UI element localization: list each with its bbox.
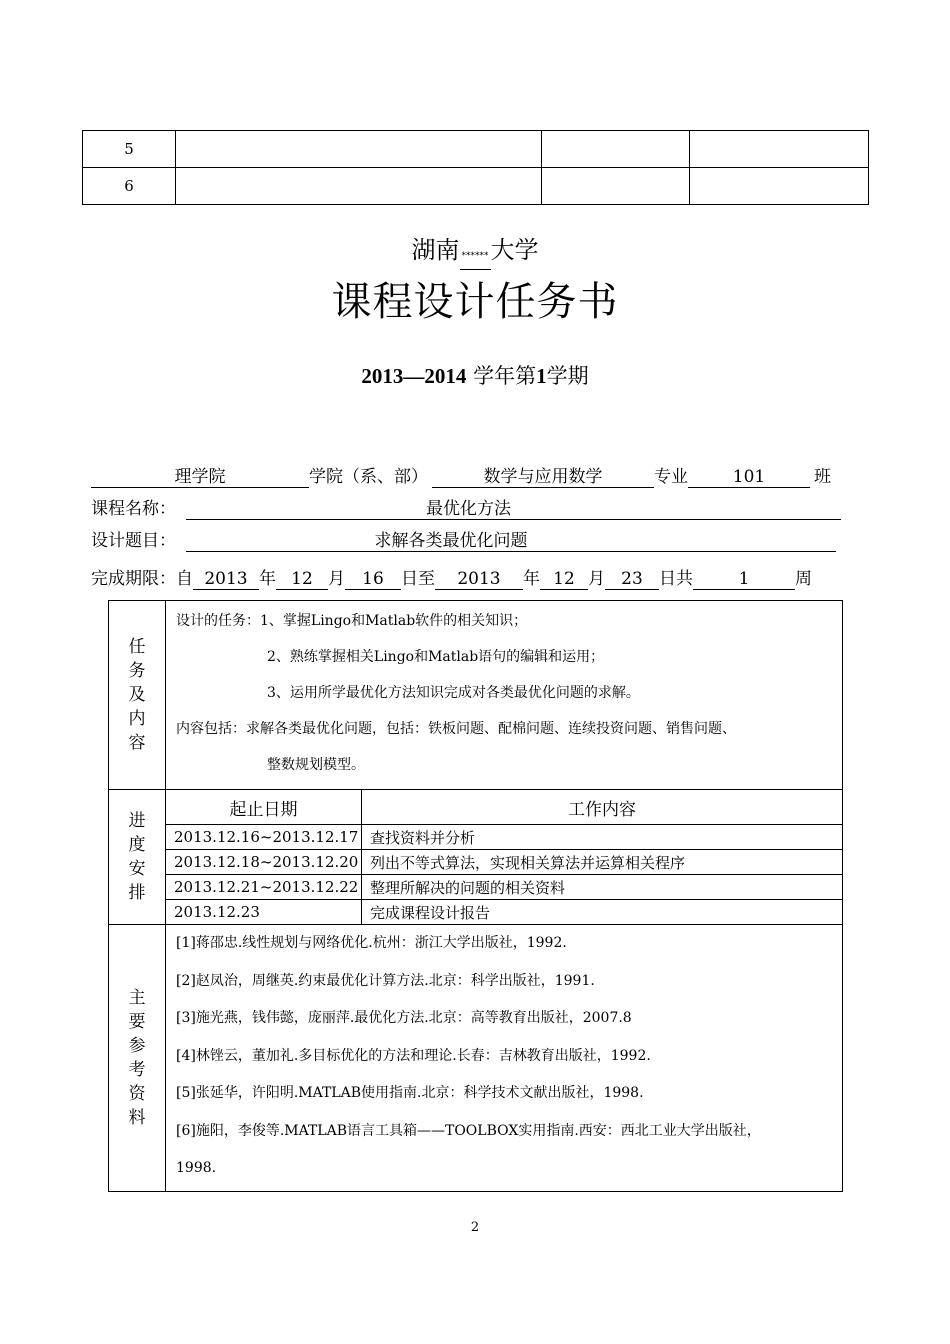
row-number: 6 — [83, 168, 176, 205]
table-row: 2013.12.16~2013.12.17 查找资料并分析 — [109, 825, 843, 850]
university-stars: ****** — [460, 243, 491, 270]
table-row: 2013.12.23 完成课程设计报告 — [109, 900, 843, 925]
end-year-field: 2013 — [435, 569, 523, 590]
period-row: 完成期限：自 2013 年 12 月 16 日至 2013 年 12 月 23 日共 1 周 — [91, 569, 812, 589]
page-title: 课程设计任务书 — [331, 279, 619, 325]
end-day-field: 23 — [605, 569, 659, 590]
start-month-field: 12 — [276, 569, 328, 590]
row-number: 5 — [83, 131, 176, 168]
tasks-label: 任 务 及 内 容 — [109, 601, 166, 790]
list-item: [6]施阳，李俊等.MATLAB语言工具箱——TOOLBOX实用指南.西安：西北工业大学出版社， — [176, 1122, 761, 1139]
table-row: 2013.12.21~2013.12.22 整理所解决的问题的相关资料 — [109, 875, 843, 900]
topic-row: 设计题目： 求解各类最优化问题 — [91, 526, 851, 552]
col-work-header: 工作内容 — [362, 790, 843, 825]
list-item: [1]蒋邵忠.线性规划与网络优化.杭州：浙江大学出版社，1992. — [176, 935, 567, 951]
col-date-header: 起止日期 — [166, 790, 362, 825]
tasks-content: 设计的任务：1、掌握Lingo和Matlab软件的相关知识； 2、熟练掌握相关Lingo和Matlab语句的编辑和运用； 3、运用所学最优化方法知识完成对各类最优化问题的求解。 内容包括：求解各类最优化问题，包括：铁板问题、配棉问题、连续投资问题、销售问题、 整数规划模型。 — [166, 601, 843, 790]
list-item: [2]赵凤治，周继英.约束最优化计算方法.北京：科学出版社，1991. — [176, 972, 595, 989]
topic-field: 求解各类最优化问题 — [186, 526, 836, 552]
term-line: 2013—2014 学年第1学期 — [361, 364, 589, 388]
end-month-field: 12 — [540, 569, 588, 590]
class-field: 101 — [688, 467, 810, 488]
list-item: [3]施光燕，钱伟懿，庞丽萍.最优化方法.北京：高等教育出版社，2007.8 — [176, 1010, 632, 1026]
list-item: [5]张延华，许阳明.MATLAB使用指南.北京：科学技术文献出版社，1998. — [176, 1085, 644, 1101]
course-row: 课程名称： 最优化方法 — [91, 494, 851, 520]
top-table — [82, 130, 869, 205]
college-field: 理学院 — [91, 462, 309, 488]
schedule-header — [109, 790, 843, 825]
references-section — [109, 925, 843, 1192]
start-day-field: 16 — [345, 569, 401, 590]
references-content — [166, 925, 843, 1192]
task-table — [108, 600, 843, 1192]
weeks-field: 1 — [693, 569, 795, 590]
page-number: 2 — [470, 1220, 480, 1235]
course-field: 最优化方法 — [186, 494, 841, 520]
college-row: 理学院 学院（系、部） 数学与应用数学 专业 101 班 — [91, 462, 851, 488]
references-label: 主 要 参 考 资 料 — [109, 925, 166, 1192]
list-item: 1998. — [176, 1160, 217, 1176]
university-name: 湖南 ******大学 — [0, 230, 950, 270]
start-year-field: 2013 — [193, 569, 259, 590]
table-row — [83, 131, 869, 168]
table-row: 2013.12.18~2013.12.20 列出不等式算法，实现相关算法并运算相关程序 — [109, 850, 843, 875]
table-row — [83, 168, 869, 205]
schedule-label: 进 度 安 排 — [109, 790, 166, 925]
major-field: 数学与应用数学 — [432, 462, 654, 488]
tasks-section — [109, 601, 843, 790]
list-item: [4]林锉云，董加礼.多目标优化的方法和理论.长春：吉林教育出版社，1992. — [176, 1047, 651, 1064]
